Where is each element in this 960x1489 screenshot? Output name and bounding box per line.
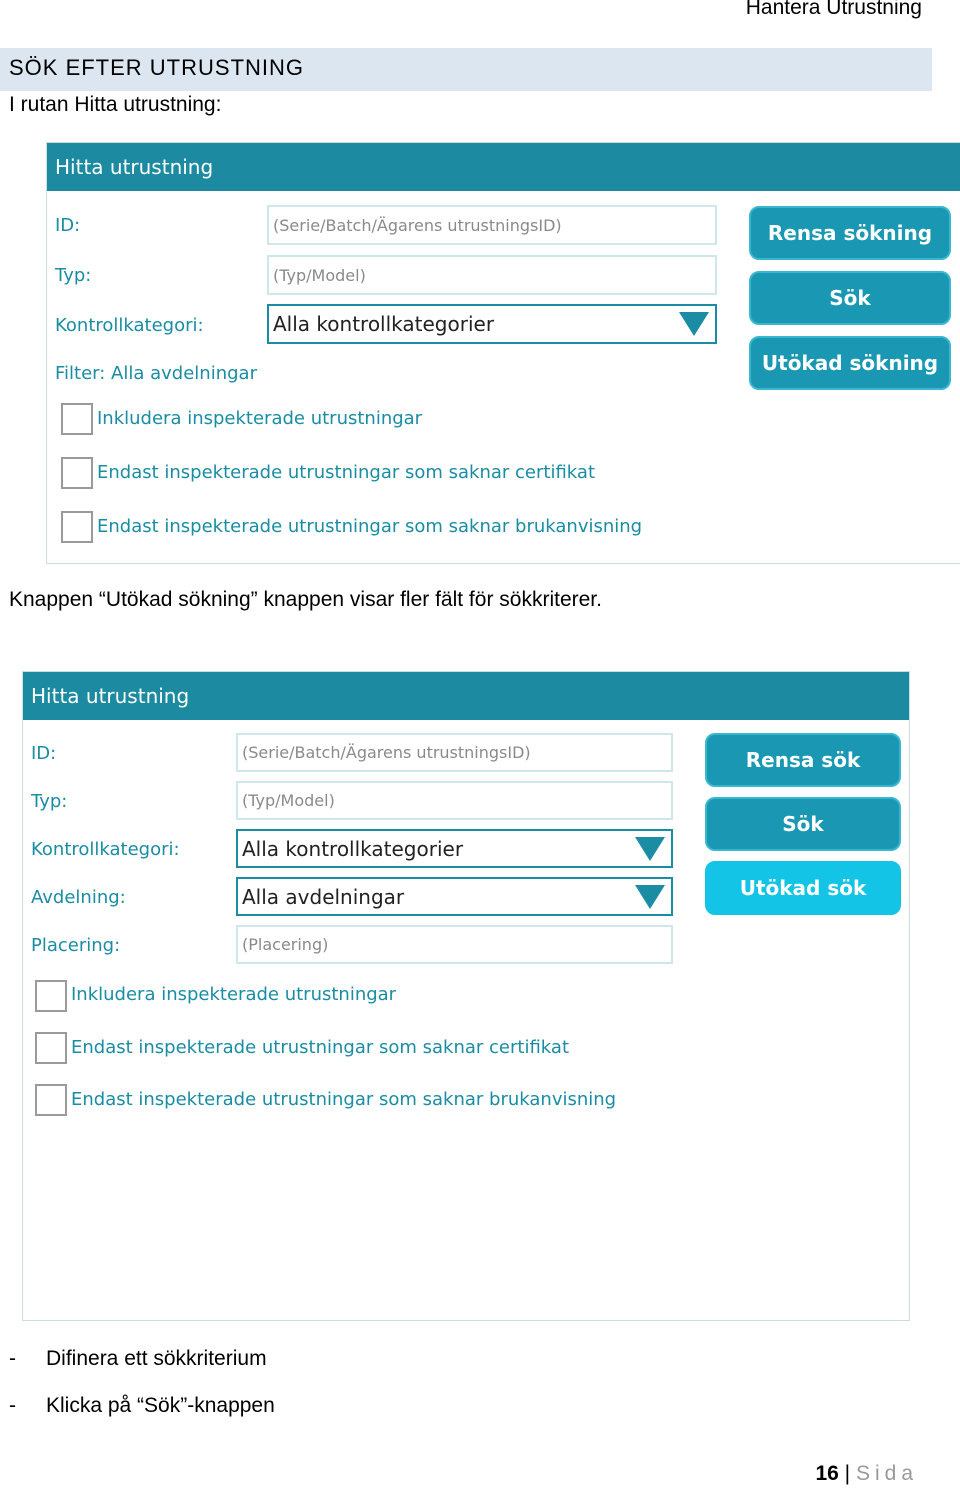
department-label: Avdelning: [31, 887, 126, 908]
type-input[interactable]: (Typ/Model) [267, 255, 717, 295]
find-equipment-extended-panel [22, 671, 910, 1321]
include-inspected-label: Inkludera inspekterade utrustningar [71, 984, 397, 1005]
missing-manual-checkbox[interactable] [35, 1084, 67, 1116]
type-label: Typ: [31, 791, 68, 812]
category-select[interactable] [267, 304, 717, 344]
extended-search-button[interactable]: Utökad sökning [749, 336, 951, 390]
missing-certificate-checkbox[interactable] [61, 457, 93, 489]
footer-separator: | [844, 1462, 851, 1485]
type-input[interactable]: (Typ/Model) [236, 781, 673, 820]
search-button[interactable]: Sök [705, 797, 901, 851]
id-input[interactable]: (Serie/Batch/Ägarens utrustningsID) [267, 205, 717, 245]
page-word: Sida [855, 1462, 918, 1485]
id-label: ID: [55, 215, 81, 236]
id-input[interactable]: (Serie/Batch/Ägarens utrustningsID) [236, 733, 673, 772]
category-label: Kontrollkategori: [31, 839, 180, 860]
type-label: Typ: [55, 265, 92, 286]
panel-title: Hitta utrustning [47, 143, 960, 191]
department-select[interactable] [236, 877, 673, 916]
missing-certificate-label: Endast inspekterade utrustningar som saknar certifikat [97, 462, 595, 483]
caption-text: Knappen “Utökad sökning” knappen visar fler fält för sökkriterer. [9, 588, 602, 611]
clear-search-button[interactable]: Rensa sökning [749, 206, 951, 260]
missing-manual-label: Endast inspekterade utrustningar som saknar brukanvisning [97, 516, 643, 537]
page-footer [815, 1462, 918, 1486]
missing-manual-checkbox[interactable] [61, 511, 93, 543]
include-inspected-checkbox[interactable] [61, 403, 93, 435]
include-inspected-label: Inkludera inspekterade utrustningar [97, 408, 423, 429]
dropdown-arrow-icon [635, 885, 665, 909]
id-label: ID: [31, 743, 57, 764]
missing-certificate-label: Endast inspekterade utrustningar som saknar certifikat [71, 1037, 569, 1058]
clear-search-button[interactable]: Rensa sök [705, 733, 901, 787]
location-input[interactable]: (Placering) [236, 925, 673, 964]
department-select-value: Alla avdelningar [242, 884, 405, 909]
bullet-dash: - [9, 1347, 16, 1370]
search-button[interactable]: Sök [749, 271, 951, 325]
bullet-item: Difinera ett sökkriterium [46, 1347, 267, 1370]
panel-title: Hitta utrustning [23, 672, 909, 720]
extended-search-button[interactable]: Utökad sök [705, 861, 901, 915]
find-equipment-panel [46, 142, 960, 564]
category-select[interactable] [236, 829, 673, 868]
dropdown-arrow-icon [635, 837, 665, 861]
category-select-value: Alla kontrollkategorier [242, 836, 464, 861]
missing-certificate-checkbox[interactable] [35, 1032, 67, 1064]
document-header: Hantera Utrustning [745, 0, 922, 19]
missing-manual-label: Endast inspekterade utrustningar som saknar brukanvisning [71, 1089, 617, 1110]
category-label: Kontrollkategori: [55, 315, 204, 336]
filter-label: Filter: Alla avdelningar [55, 363, 257, 384]
location-label: Placering: [31, 935, 121, 956]
dropdown-arrow-icon [679, 312, 709, 336]
page-number: 16 [815, 1462, 839, 1485]
include-inspected-checkbox[interactable] [35, 980, 67, 1012]
category-select-value: Alla kontrollkategorier [273, 312, 495, 336]
section-title: SÖK EFTER UTRUSTNING [9, 55, 305, 80]
intro-text: I rutan Hitta utrustning: [9, 93, 222, 116]
bullet-item: Klicka på “Sök”-knappen [46, 1394, 275, 1417]
bullet-dash: - [9, 1394, 16, 1417]
